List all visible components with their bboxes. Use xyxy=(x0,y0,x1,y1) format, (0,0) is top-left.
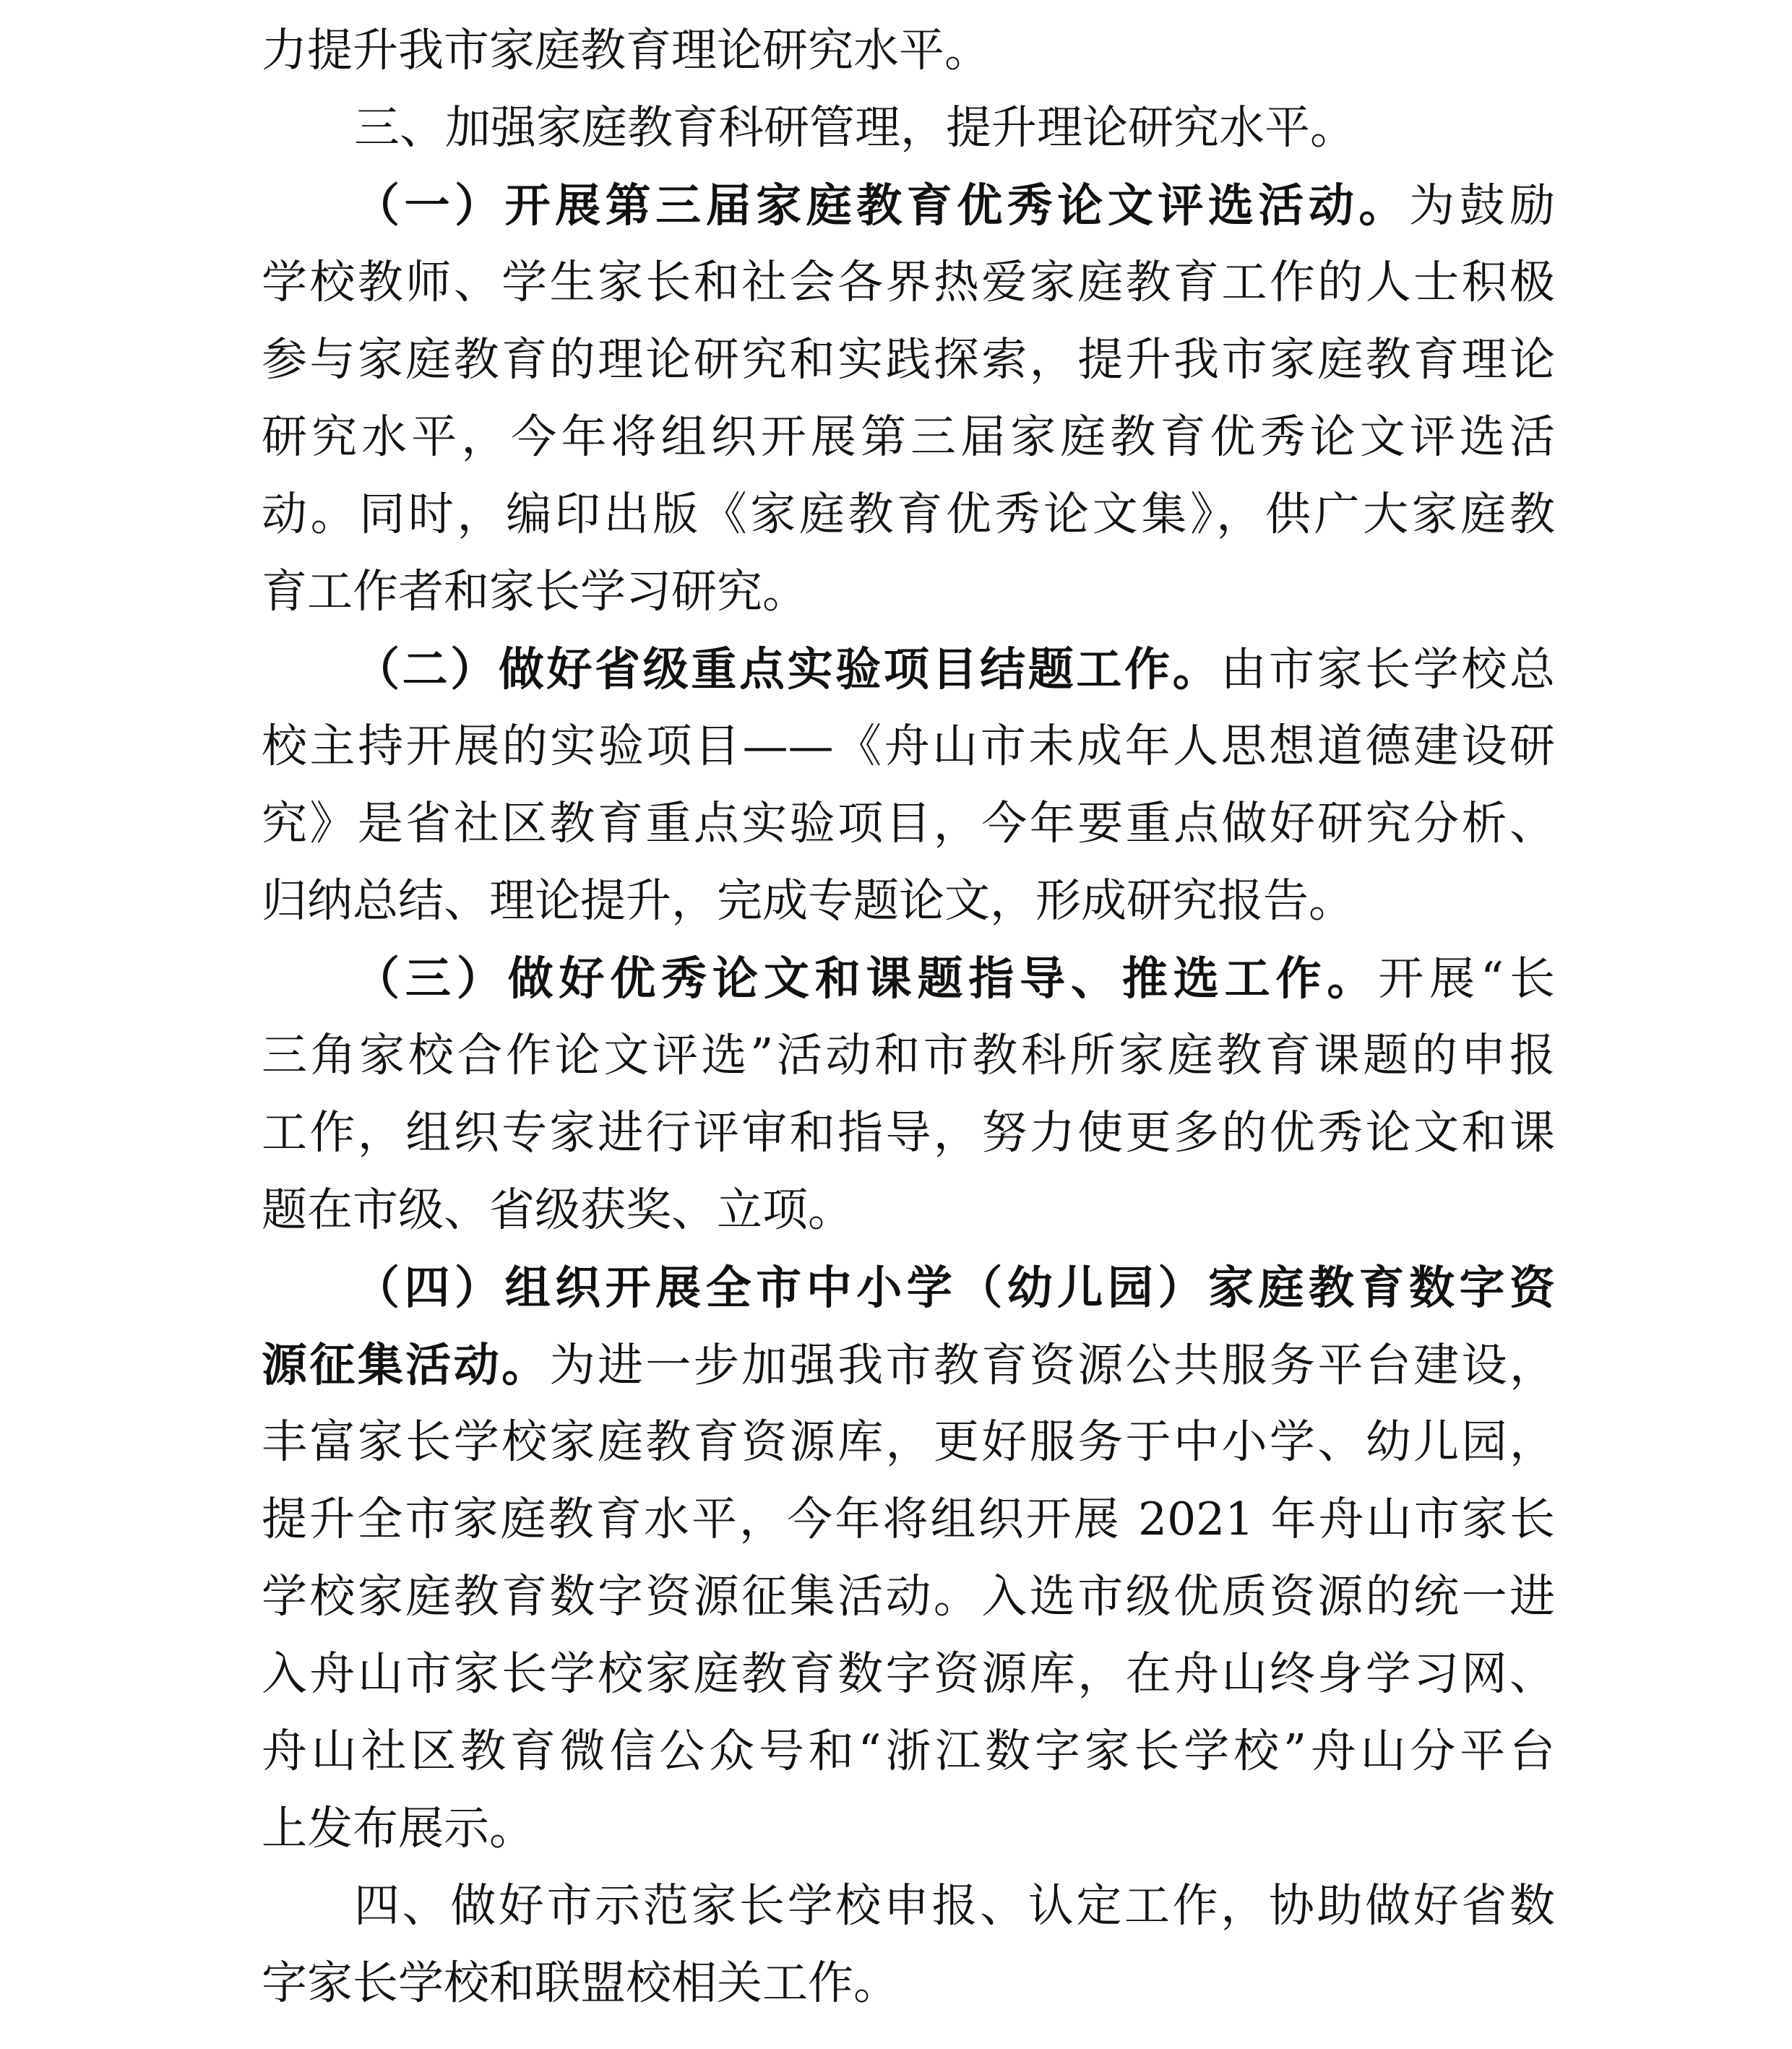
text-run: 研究水平，今年将组织开展第三届家庭教育优秀论文评选活 xyxy=(262,410,1555,463)
text-line xyxy=(354,1250,1555,1325)
text-line xyxy=(354,168,1555,243)
text-line xyxy=(354,941,1555,1016)
text-line xyxy=(262,863,1555,939)
heading-run: 三、加强家庭教育科研管理，提升理论研究水平。 xyxy=(354,101,1356,154)
text-line xyxy=(262,1018,1555,1093)
text-run: 由市家长学校总 xyxy=(1220,643,1555,696)
text-run: 究》是省社区教育重点实验项目，今年要重点做好研究分析、 xyxy=(262,797,1555,850)
text-run: 校主持开展的实验项目——《舟山市未成年人思想道德建设研 xyxy=(262,720,1555,772)
text-run: 学校家庭教育数字资源征集活动。入选市级优质资源的统一进 xyxy=(262,1570,1555,1623)
text-line xyxy=(354,90,1555,165)
text-run: 力提升我市家庭教育理论研究水平。 xyxy=(262,24,990,77)
text-line xyxy=(262,1405,1555,1480)
bold-run: （四）组织开展全市中小学（幼儿园）家庭教育数字资 xyxy=(354,1261,1555,1314)
text-line xyxy=(262,1173,1555,1248)
text-run: 育工作者和家长学习研究。 xyxy=(262,565,808,618)
text-run: 丰富家长学校家庭教育资源库，更好服务于中小学、幼儿园， xyxy=(262,1415,1555,1468)
text-line xyxy=(354,631,1555,707)
text-run: 归纳总结、理论提升，完成专题论文，形成研究报告。 xyxy=(262,874,1354,927)
heading-run: 字家长学校和联盟校相关工作。 xyxy=(262,1957,899,2009)
heading-run: 四、做好市示范家长学校申报、认定工作，协助做好省数 xyxy=(354,1879,1555,1932)
text-line xyxy=(262,322,1555,397)
text-line xyxy=(262,1791,1555,1866)
text-run: 参与家庭教育的理论研究和实践探索，提升我市家庭教育理论 xyxy=(262,333,1555,386)
text-line xyxy=(262,1714,1555,1789)
text-run: 为进一步加强我市教育资源公共服务平台建设， xyxy=(549,1339,1556,1392)
bold-run: 源征集活动。 xyxy=(262,1338,550,1392)
bold-run: （二）做好省级重点实验项目结题工作。 xyxy=(354,642,1221,696)
text-run: 舟山社区教育微信公众号和“浙江数字家长学校”舟山分平台 xyxy=(262,1725,1555,1777)
text-line xyxy=(262,1095,1555,1170)
document-page xyxy=(262,0,1555,2049)
text-line xyxy=(262,400,1555,475)
text-line xyxy=(262,1327,1555,1402)
text-line xyxy=(262,554,1555,629)
text-run: 入舟山市家长学校家庭教育数字资源库，在舟山终身学习网、 xyxy=(262,1647,1555,1700)
text-run: 开展“长 xyxy=(1378,952,1555,1005)
text-line xyxy=(262,786,1555,861)
text-run: 动。同时，编印出版《家庭教育优秀论文集》，供广大家庭教 xyxy=(262,488,1555,540)
text-line xyxy=(262,1559,1555,1634)
text-line xyxy=(354,1868,1555,1944)
text-line xyxy=(262,1636,1555,1712)
text-run: 工作，组织专家进行评审和指导，努力使更多的优秀论文和课 xyxy=(262,1106,1555,1159)
text-line xyxy=(262,13,1555,88)
text-run: 上发布展示。 xyxy=(262,1802,535,1855)
bold-run: （三）做好优秀论文和课题指导、推选工作。 xyxy=(354,952,1379,1005)
text-line xyxy=(262,245,1555,320)
text-run: 提升全市家庭教育水平，今年将组织开展 2021 年舟山市家长 xyxy=(262,1493,1555,1545)
text-line xyxy=(262,709,1555,784)
bold-run: （一）开展第三届家庭教育优秀论文评选活动。 xyxy=(354,178,1409,232)
text-line xyxy=(262,1482,1555,1557)
text-run: 三角家校合作论文评选”活动和市教科所家庭教育课题的申报 xyxy=(262,1029,1555,1082)
text-line xyxy=(262,1946,1555,2021)
text-run: 题在市级、省级获奖、立项。 xyxy=(262,1183,853,1236)
text-run: 学校教师、学生家长和社会各界热爱家庭教育工作的人士积极 xyxy=(262,256,1555,309)
text-line xyxy=(262,477,1555,552)
text-run: 为鼓励 xyxy=(1408,179,1556,232)
